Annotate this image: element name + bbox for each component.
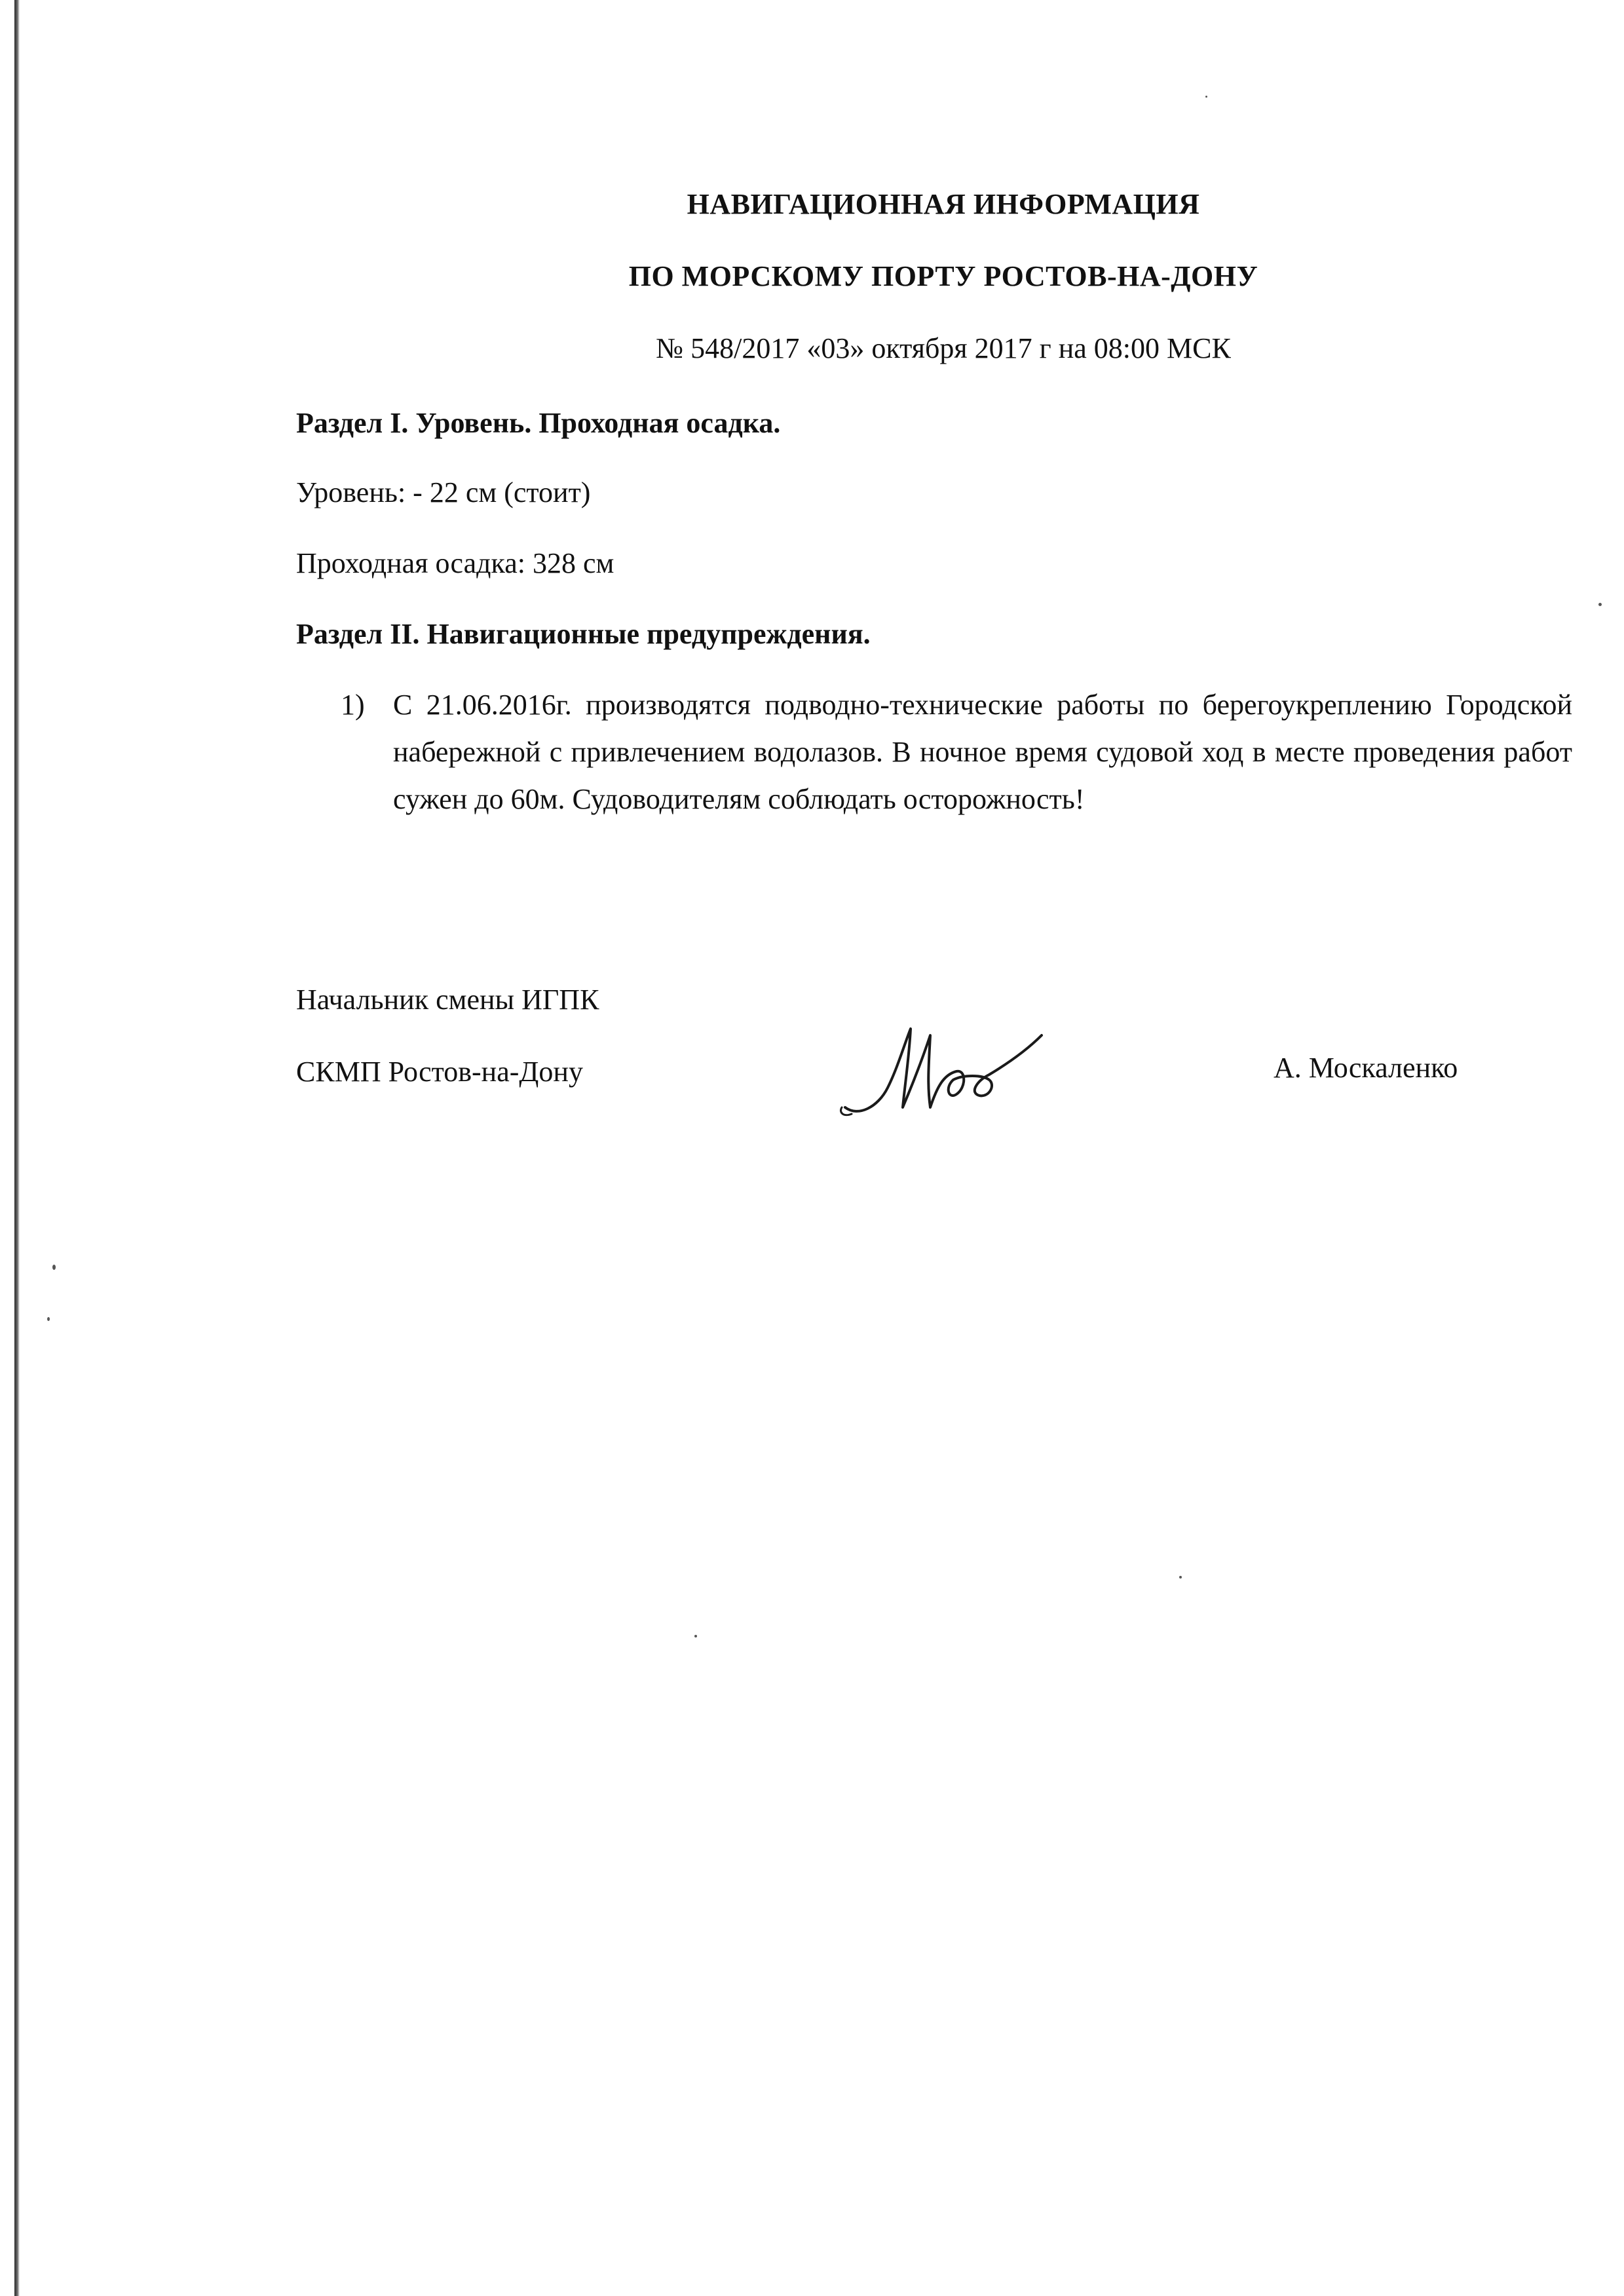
warning-text: С 21.06.2016г. производятся подводно-технические работы по берегоукреплению Городской набережной с привлечением водолазов. В ночное время судовой ход в месте проведения работ сужен до 60м. Судоводителям соблюдать осторожность! <box>393 689 1572 815</box>
passage-draft: Проходная осадка: 328 см <box>296 547 614 579</box>
scan-speck <box>1179 1576 1182 1578</box>
scan-speck <box>1205 96 1207 98</box>
section1-heading: Раздел I. Уровень. Проходная осадка. <box>296 407 781 439</box>
section2-heading: Раздел II. Навигационные предупреждения. <box>296 618 871 650</box>
signer-organization: СКМП Ростов-на-Дону <box>296 1056 583 1088</box>
water-level: Уровень: - 22 см (стоит) <box>296 476 591 508</box>
signer-name: А. Москаленко <box>1274 1052 1458 1084</box>
warning-number: 1) <box>341 689 365 721</box>
signer-role: Начальник смены ИГПК <box>296 984 599 1016</box>
document-number-date: № 548/2017 «03» октября 2017 г на 08:00 МСК <box>656 332 1231 364</box>
scan-speck <box>1598 603 1602 606</box>
scan-edge-shadow <box>14 0 20 2296</box>
handwritten-signature-icon <box>832 1009 1048 1127</box>
scan-speck <box>52 1265 56 1270</box>
document-subtitle: ПО МОРСКОМУ ПОРТУ РОСТОВ-НА-ДОНУ <box>628 260 1258 292</box>
scan-speck <box>47 1317 50 1321</box>
document-title: НАВИГАЦИОННАЯ ИНФОРМАЦИЯ <box>687 188 1200 220</box>
scan-speck <box>694 1635 697 1637</box>
